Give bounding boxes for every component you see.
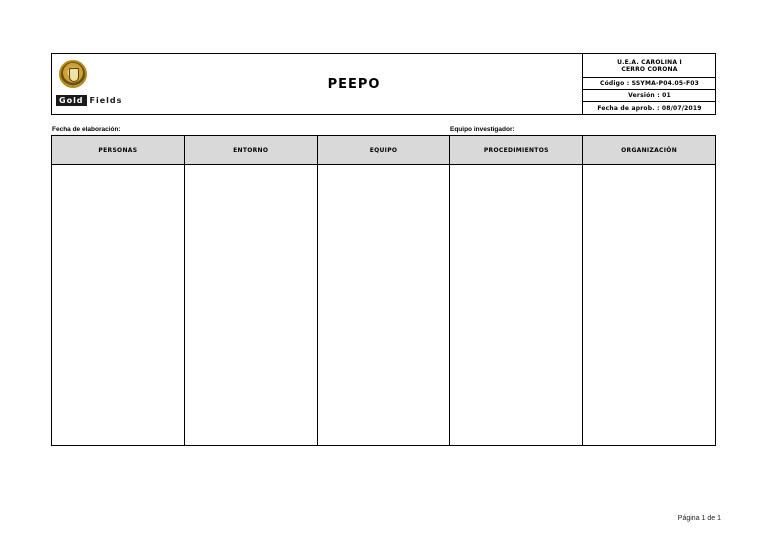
document-title: PEEPO <box>327 76 381 92</box>
elaboration-date-label: Fecha de elaboración: <box>52 126 121 133</box>
column-header-procedimientos: PROCEDIMIENTOS <box>450 136 582 165</box>
column-header-organizacion: ORGANIZACIÓN <box>583 136 715 165</box>
document-meta <box>582 54 716 114</box>
column-body-personas[interactable] <box>52 165 184 445</box>
column-procedimientos <box>450 136 583 445</box>
column-organizacion <box>583 136 715 445</box>
column-entorno <box>185 136 318 445</box>
company-name <box>583 54 716 78</box>
column-header-equipo: EQUIPO <box>318 136 450 165</box>
lion-emblem-icon <box>59 60 87 88</box>
column-header-entorno: ENTORNO <box>185 136 317 165</box>
column-body-entorno[interactable] <box>185 165 317 445</box>
team-label: Equipo investigador: <box>450 126 515 133</box>
company-line-1: U.E.A. CAROLINA I <box>617 58 682 66</box>
document-version: Versión : 01 <box>583 90 716 102</box>
logo-word-fields: Fields <box>89 95 123 105</box>
column-equipo <box>318 136 451 445</box>
logo-wordmark <box>56 94 122 106</box>
document-code: Código : SSYMA-P04.05-F03 <box>583 78 716 90</box>
company-logo <box>52 54 126 114</box>
document-header <box>51 53 716 115</box>
approval-date: Fecha de aprob. : 08/07/2019 <box>597 104 702 112</box>
title-cell <box>126 54 582 114</box>
logo-word-gold: Gold <box>56 95 87 106</box>
column-body-organizacion[interactable] <box>583 165 715 445</box>
page-number: Página 1 de 1 <box>677 515 721 522</box>
column-personas <box>52 136 185 445</box>
column-body-equipo[interactable] <box>318 165 450 445</box>
column-header-personas: PERSONAS <box>52 136 184 165</box>
peepo-table <box>51 135 716 446</box>
company-line-2: CERRO CORONA <box>621 65 678 73</box>
column-body-procedimientos[interactable] <box>450 165 582 445</box>
